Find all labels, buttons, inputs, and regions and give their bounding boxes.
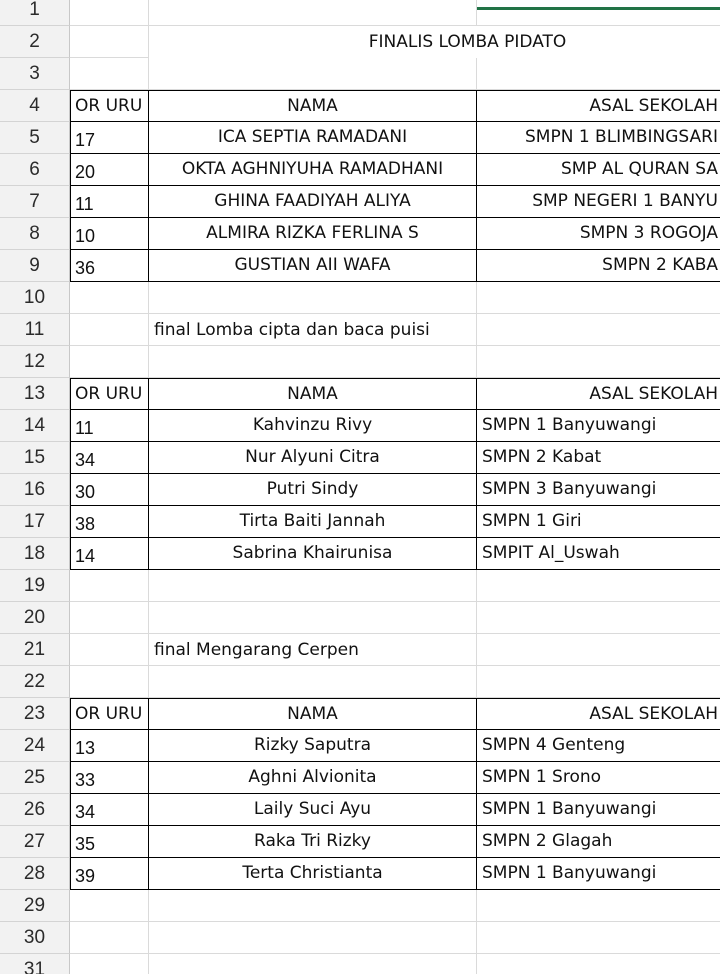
cell-c21[interactable] [477, 634, 720, 666]
cell-nomor[interactable]: 35 [70, 826, 149, 858]
cell-nomor[interactable]: 30 [70, 474, 149, 506]
header-asal[interactable]: ASAL SEKOLAH [477, 90, 720, 122]
cell-asal[interactable]: SMPN 1 Banyuwangi [477, 410, 720, 442]
row-header[interactable]: 28 [0, 858, 70, 890]
row-header[interactable]: 2 [0, 26, 70, 58]
sheet-row-29 [0, 890, 720, 922]
cell-a31[interactable] [70, 954, 149, 974]
cell-c30[interactable] [477, 922, 720, 954]
cell-c20[interactable] [477, 602, 720, 634]
row-header[interactable]: 23 [0, 698, 70, 730]
cell-nama[interactable]: Putri Sindy [149, 474, 477, 506]
cell-nomor[interactable]: 17 [70, 122, 149, 154]
table-row [0, 762, 720, 794]
sheet-row-2 [0, 26, 720, 58]
cell-b29[interactable] [149, 890, 477, 922]
cell-asal[interactable]: SMPIT Al_Uswah [477, 538, 720, 570]
sheet-row-21 [0, 634, 720, 666]
sheet-row-31 [0, 954, 720, 974]
sheet-row-12 [0, 346, 720, 378]
cell-a29[interactable] [70, 890, 149, 922]
table-header-row [0, 378, 720, 410]
cell-c11[interactable] [477, 314, 720, 346]
row-header[interactable]: 21 [0, 634, 70, 666]
row-header[interactable]: 3 [0, 58, 70, 90]
table-row [0, 794, 720, 826]
row-header[interactable]: 30 [0, 922, 70, 954]
cell-b19[interactable] [149, 570, 477, 602]
cell-asal[interactable]: SMPN 1 Banyuwangi [477, 794, 720, 826]
cell-asal[interactable]: SMPN 2 Glagah [477, 826, 720, 858]
cell-nama[interactable]: Sabrina Khairunisa [149, 538, 477, 570]
row-header[interactable]: 29 [0, 890, 70, 922]
cell-nama[interactable]: Rizky Saputra [149, 730, 477, 762]
table-row [0, 730, 720, 762]
cell-asal[interactable]: SMPN 1 Banyuwangi [477, 858, 720, 890]
row-header[interactable]: 18 [0, 538, 70, 570]
row-header[interactable]: 25 [0, 762, 70, 794]
row-header[interactable]: 17 [0, 506, 70, 538]
row-header[interactable]: 22 [0, 666, 70, 698]
header-nomor[interactable]: OR URU [70, 698, 149, 730]
cell-c10[interactable] [477, 282, 720, 314]
cell-asal[interactable]: SMPN 2 Kabat [477, 442, 720, 474]
cell-b3[interactable] [149, 58, 477, 90]
row-header[interactable]: 5 [0, 122, 70, 154]
cell-nama[interactable]: Tirta Baiti Jannah [149, 506, 477, 538]
table-row [0, 122, 720, 154]
cell-a19[interactable] [70, 570, 149, 602]
cell-c31[interactable] [477, 954, 720, 974]
active-cell-indicator [477, 7, 720, 10]
table-row [0, 538, 720, 570]
sheet-row-10 [0, 282, 720, 314]
cell-a12[interactable] [70, 346, 149, 378]
header-nomor[interactable]: OR URU [70, 90, 149, 122]
header-nama[interactable]: NAMA [149, 698, 477, 730]
cell-nomor[interactable]: 14 [70, 538, 149, 570]
row-header[interactable]: 11 [0, 314, 70, 346]
table-header-row [0, 698, 720, 730]
cell-a20[interactable] [70, 602, 149, 634]
cell-asal[interactable]: SMPN 1 BLIMBINGSARI [477, 122, 720, 154]
cell-b31[interactable] [149, 954, 477, 974]
cell-b20[interactable] [149, 602, 477, 634]
cell-nomor[interactable]: 10 [70, 218, 149, 250]
row-header[interactable]: 4 [0, 90, 70, 122]
cell-b1[interactable] [149, 0, 477, 26]
row-header[interactable]: 9 [0, 250, 70, 282]
cell-asal[interactable]: SMPN 1 Srono [477, 762, 720, 794]
cell-asal[interactable]: SMPN 4 Genteng [477, 730, 720, 762]
cell-nama[interactable]: Nur Alyuni Citra [149, 442, 477, 474]
row-header[interactable]: 31 [0, 954, 70, 974]
cell-nomor[interactable]: 34 [70, 442, 149, 474]
cell-c29[interactable] [477, 890, 720, 922]
header-nomor[interactable]: OR URU [70, 378, 149, 410]
header-nama[interactable]: NAMA [149, 378, 477, 410]
cell-nomor[interactable]: 38 [70, 506, 149, 538]
table-row [0, 506, 720, 538]
cell-c12[interactable] [477, 346, 720, 378]
cell-asal[interactable]: SMPN 3 ROGOJA [477, 218, 720, 250]
cell-c19[interactable] [477, 570, 720, 602]
cell-a21[interactable] [70, 634, 149, 666]
row-header[interactable]: 13 [0, 378, 70, 410]
cell-b12[interactable] [149, 346, 477, 378]
row-header[interactable]: 7 [0, 186, 70, 218]
table-row [0, 186, 720, 218]
cell-nomor[interactable]: 20 [70, 154, 149, 186]
table-row [0, 474, 720, 506]
cell-nomor[interactable]: 36 [70, 250, 149, 282]
table-row [0, 410, 720, 442]
cell-nomor[interactable]: 39 [70, 858, 149, 890]
row-header[interactable]: 8 [0, 218, 70, 250]
cell-nama[interactable]: ALMIRA RIZKA FERLINA S [149, 218, 477, 250]
header-asal[interactable]: ASAL SEKOLAH [477, 698, 720, 730]
table-row [0, 826, 720, 858]
cell-asal[interactable]: SMPN 3 Banyuwangi [477, 474, 720, 506]
sheet-row-3 [0, 58, 720, 90]
cell-a22[interactable] [70, 666, 149, 698]
cell-a11[interactable] [70, 314, 149, 346]
sheet-row-22 [0, 666, 720, 698]
cell-nomor[interactable]: 11 [70, 186, 149, 218]
cell-nama[interactable]: Laily Suci Ayu [149, 794, 477, 826]
cell-nama[interactable]: Raka Tri Rizky [149, 826, 477, 858]
cell-nama[interactable]: Kahvinzu Rivy [149, 410, 477, 442]
row-header[interactable]: 14 [0, 410, 70, 442]
cell-nama[interactable]: GHINA FAADIYAH ALIYA [149, 186, 477, 218]
table-row [0, 218, 720, 250]
cell-c1-selected[interactable] [477, 0, 720, 26]
row-header[interactable]: 16 [0, 474, 70, 506]
cell-nomor[interactable]: 11 [70, 410, 149, 442]
header-asal[interactable]: ASAL SEKOLAH [477, 378, 720, 410]
cell-asal[interactable]: SMPN 2 KABA [477, 250, 720, 282]
row-header[interactable]: 6 [0, 154, 70, 186]
sheet-row-11 [0, 314, 720, 346]
cell-asal[interactable]: SMPN 1 Giri [477, 506, 720, 538]
table-header-row [0, 90, 720, 122]
section-title-puisi[interactable]: final Lomba cipta dan baca puisi [154, 320, 430, 340]
row-header[interactable]: 26 [0, 794, 70, 826]
row-header[interactable]: 10 [0, 282, 70, 314]
header-nama[interactable]: NAMA [149, 90, 477, 122]
cell-asal[interactable]: SMP AL QURAN SA [477, 154, 720, 186]
sheet-row-20 [0, 602, 720, 634]
cell-a3[interactable] [70, 58, 149, 90]
cell-nama[interactable]: OKTA AGHNIYUHA RAMADHANI [149, 154, 477, 186]
cell-c22[interactable] [477, 666, 720, 698]
table-row [0, 250, 720, 282]
cell-nomor[interactable]: 33 [70, 762, 149, 794]
table-row [0, 442, 720, 474]
cell-b30[interactable] [149, 922, 477, 954]
cell-nama[interactable]: Aghni Alvionita [149, 762, 477, 794]
cell-nomor[interactable]: 34 [70, 794, 149, 826]
table-row [0, 858, 720, 890]
cell-nama[interactable]: ICA SEPTIA RAMADANI [149, 122, 477, 154]
sheet-row-30 [0, 922, 720, 954]
cell-c3[interactable] [477, 58, 720, 90]
cell-asal[interactable]: SMP NEGERI 1 BANYU [477, 186, 720, 218]
cell-b22[interactable] [149, 666, 477, 698]
cell-a1[interactable] [70, 0, 149, 26]
sheet-row-19 [0, 570, 720, 602]
row-header[interactable]: 27 [0, 826, 70, 858]
row-header[interactable]: 19 [0, 570, 70, 602]
table-row [0, 154, 720, 186]
cell-nomor[interactable]: 13 [70, 730, 149, 762]
cell-a30[interactable] [70, 922, 149, 954]
row-header[interactable]: 1 [0, 0, 70, 26]
sheet-title[interactable]: FINALIS LOMBA PIDATO [368, 32, 567, 52]
row-header[interactable]: 24 [0, 730, 70, 762]
section-title-cerpen[interactable]: final Mengarang Cerpen [154, 640, 359, 660]
cell-nama[interactable]: Terta Christianta [149, 858, 477, 890]
cell-a2[interactable] [70, 26, 149, 58]
cell-a10[interactable] [70, 282, 149, 314]
row-header[interactable]: 15 [0, 442, 70, 474]
cell-b10[interactable] [149, 282, 477, 314]
sheet-row-1 [0, 0, 720, 26]
cell-nama[interactable]: GUSTIAN AII WAFA [149, 250, 477, 282]
row-header[interactable]: 12 [0, 346, 70, 378]
row-header[interactable]: 20 [0, 602, 70, 634]
